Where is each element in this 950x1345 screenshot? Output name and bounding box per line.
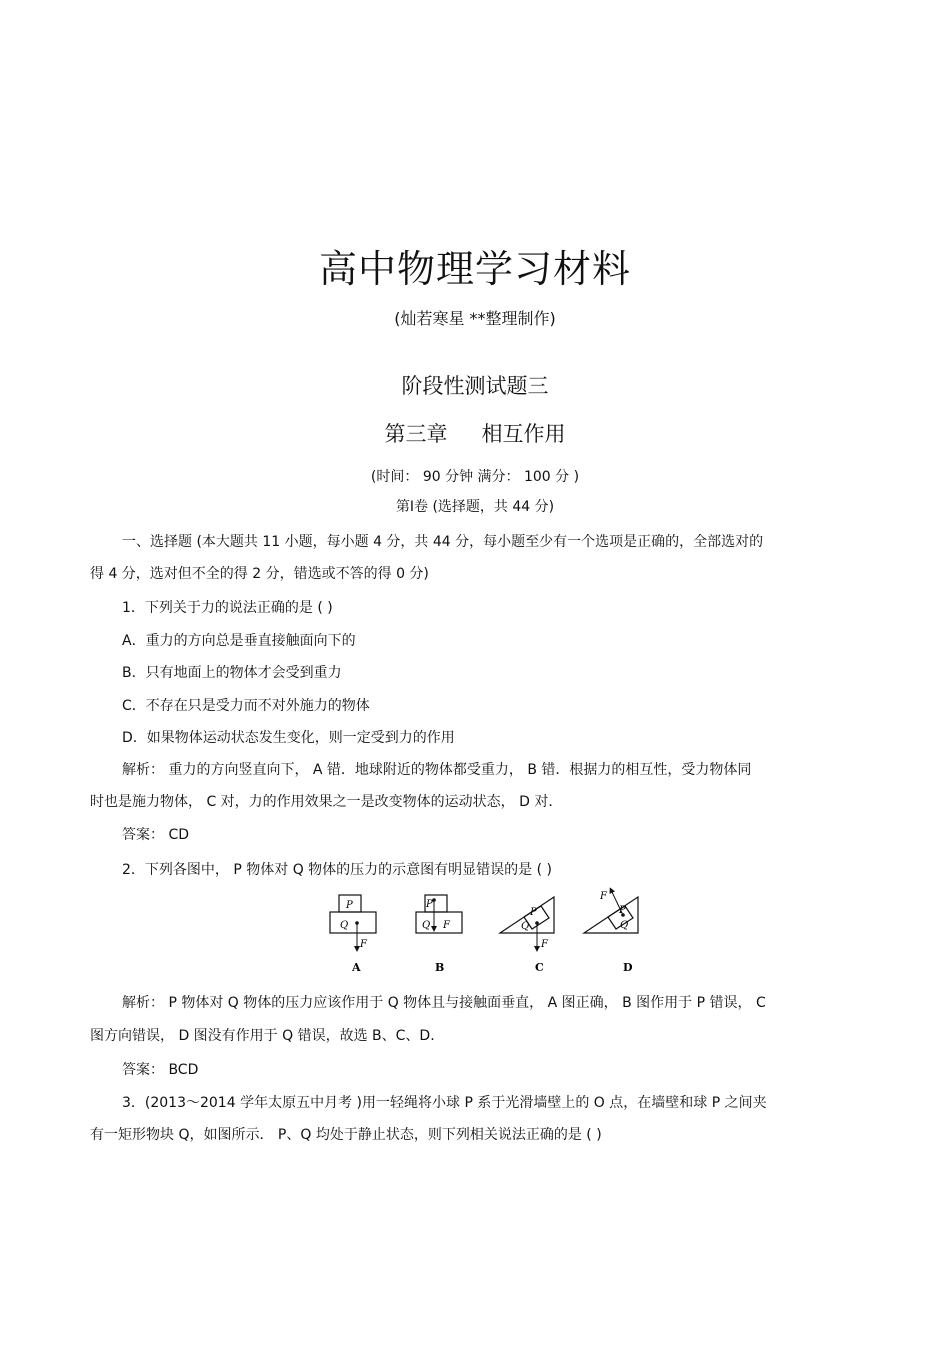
question-1-option-c: C．不存在只是受力而不对外施力的物体 — [122, 698, 370, 714]
question-1-analysis-line-2: 时也是施力物体， C 对，力的作用效果之一是改变物体的运动状态， D 对． — [90, 794, 563, 810]
question-2-answer: 答案： BCD — [122, 1062, 199, 1078]
document-title: 高中物理学习材料 — [318, 247, 631, 291]
document-subtitle: (灿若寒星 **整理制作) — [394, 309, 556, 328]
question-2-analysis-line-1: 解析： P 物体对 Q 物体的压力应该作用于 Q 物体且与接触面垂直， A 图正确， B 图作用于 P 错误， C — [122, 995, 766, 1011]
chapter-heading — [0, 418, 950, 448]
caption-d: D — [623, 961, 633, 974]
figure-a — [330, 895, 376, 974]
label-q-a: Q — [340, 920, 349, 931]
block-q-a — [330, 912, 376, 933]
question-1-option-d: D．如果物体运动状态发生变化，则一定受到力的作用 — [122, 730, 455, 746]
chapter-number: 第三章 — [384, 422, 448, 446]
question-2-stem: 2．下列各图中， P 物体对 Q 物体的压力的示意图有明显错误的是 ( ) — [122, 862, 552, 878]
section-intro-line-2: 得 4 分，选对但不全的得 2 分，错选或不答的得 0 分) — [90, 566, 429, 582]
question-2-analysis-line-2: 图方向错误， D 图没有作用于 Q 错误，故选 B、C、D. — [90, 1028, 435, 1044]
force-point-c — [535, 921, 539, 925]
label-q-b: Q — [422, 920, 431, 931]
figure-c — [500, 897, 554, 974]
label-f-d: F — [600, 891, 607, 902]
label-f-a: F — [360, 939, 367, 950]
question-1-stem: 1．下列关于力的说法正确的是 ( ) — [122, 600, 333, 616]
question-2-figure — [320, 885, 640, 975]
chapter-name: 相互作用 — [481, 422, 566, 446]
question-1-option-a: A．重力的方向总是垂直接触面向下的 — [122, 633, 356, 649]
question-1-analysis-line-1: 解析： 重力的方向竖直向下， A 错．地球附近的物体都受重力， B 错．根据力的相互性，受力物体同 — [122, 762, 752, 778]
time-score-info: (时间： 90 分钟 满分： 100 分 ) — [370, 469, 580, 485]
label-q-d: Q — [620, 920, 629, 931]
caption-c: C — [535, 961, 544, 974]
question-1-option-b: B．只有地面上的物体才会受到重力 — [122, 665, 342, 681]
volume-info: 第Ⅰ卷 (选择题，共 44 分) — [395, 499, 555, 515]
question-3-stem-line-2: 有一矩形物块 Q，如图所示． P、Q 均处于静止状态，则下列相关说法正确的是 ( ) — [90, 1127, 602, 1143]
section-intro-line-1: 一、选择题 (本大题共 11 小题，每小题 4 分，共 44 分，每小题至少有一个选项是正确的，全部选对的 — [122, 534, 764, 550]
figure-d — [584, 890, 638, 974]
caption-b: B — [435, 961, 445, 974]
caption-a: A — [352, 961, 361, 974]
label-p-b: P — [426, 899, 433, 910]
label-p-d: P — [619, 905, 626, 916]
label-q-c: Q — [521, 921, 530, 932]
label-f-c: F — [541, 939, 548, 950]
label-p-c: P — [530, 907, 537, 918]
label-p-a: P — [346, 900, 353, 911]
force-point-a — [355, 921, 359, 925]
test-title: 阶段性测试题三 — [401, 374, 549, 398]
figure-b — [416, 895, 462, 974]
label-f-b: F — [443, 920, 450, 931]
question-1-answer: 答案： CD — [122, 827, 190, 843]
question-3-stem-line-1: 3．(2013～2014 学年太原五中月考 )用一轻绳将小球 P 系于光滑墙壁上的 O 点，在墙壁和球 P 之间夹 — [122, 1095, 767, 1111]
force-point-b — [432, 898, 436, 902]
